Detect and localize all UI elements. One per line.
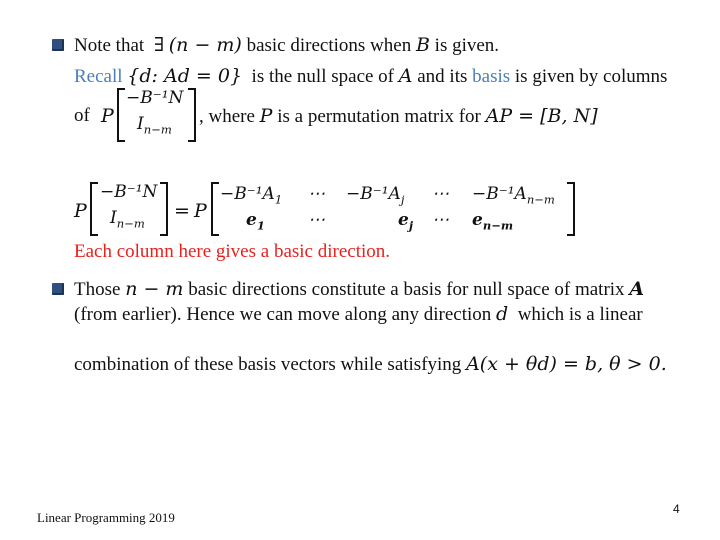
eq-r2-c3 (398, 210, 414, 233)
math-count: (n − m) (168, 34, 242, 56)
subscript: 1 (274, 192, 283, 207)
eq-lhs-top: −B⁻¹N (100, 182, 158, 202)
eq-lhs-bottom (110, 208, 145, 231)
subscript: n−m (116, 216, 145, 231)
eq-r1-dots2: ⋯ (432, 184, 449, 204)
eq-lhs-P: P (74, 200, 87, 222)
eq-r1-c1 (220, 184, 283, 207)
math-A-bold: A (629, 278, 645, 300)
eq-lhs-right-bracket (160, 182, 168, 236)
math-d: d (496, 303, 509, 325)
subscript: n−m (482, 218, 514, 233)
text: which is a linear (517, 304, 643, 325)
eq-r2-dots1: ⋯ (308, 210, 325, 230)
entry: e (398, 210, 409, 230)
bullet-marker-1 (52, 39, 64, 51)
basic-direction-note: Each column here gives a basic direction. (74, 241, 391, 262)
bullet2-line2 (74, 302, 643, 327)
eq-r1-c3 (346, 184, 405, 207)
bullet-marker-2 (52, 283, 64, 295)
text: Those (74, 279, 121, 300)
eq-r1-dots1: ⋯ (308, 184, 325, 204)
text: is given. (434, 35, 500, 56)
text: combination of these basis vectors while satisfying (74, 354, 462, 375)
math-feasibility-eq: A(x + θd) = b, θ > 0. (466, 353, 667, 375)
identity: I (110, 208, 117, 228)
subscript: 1 (256, 218, 265, 233)
bullet1-line1 (74, 33, 499, 58)
page-number: 4 (673, 502, 680, 516)
bullet2-line3 (74, 352, 667, 377)
bullet1-line3-rest (199, 104, 598, 129)
matrix-bottom-entry (137, 114, 172, 137)
bullet1-line3-of (74, 104, 90, 128)
math-AP-eq: AP = [B, N] (485, 105, 598, 127)
entry: e (246, 210, 257, 230)
text: basic directions when (246, 35, 412, 56)
math-A: A (398, 65, 413, 87)
matrix-top-entry: −B⁻¹N (126, 88, 184, 108)
subscript: j (408, 218, 414, 233)
basis-term: basis (472, 66, 511, 87)
text: Note that (74, 35, 145, 56)
equals-sign: = (174, 200, 190, 222)
footer-course-title: Linear Programming 2019 (37, 510, 175, 525)
eq-rhs-P: P (194, 200, 207, 222)
math-P: P (101, 105, 114, 127)
exists-symbol: ∃ (153, 34, 164, 56)
subscript: n−m (143, 122, 172, 137)
entry: −B⁻¹A (346, 184, 401, 204)
entry: −B⁻¹A (220, 184, 275, 204)
identity: I (137, 114, 144, 134)
text: (from earlier). Hence we can move along any direction (74, 304, 492, 325)
text: and its (417, 66, 468, 87)
text: , where (199, 106, 255, 127)
bullet1-line2 (74, 64, 667, 89)
entry: −B⁻¹A (472, 184, 527, 204)
math-P2: P (259, 105, 273, 127)
eq-rhs-left-bracket (211, 182, 219, 236)
eq-r2-c5 (472, 210, 514, 233)
eq-r1-c5 (472, 184, 555, 207)
entry: e (472, 210, 483, 230)
subscript: n−m (526, 192, 555, 207)
math-B: B (415, 34, 430, 56)
recall-label: Recall (74, 66, 123, 87)
eq-rhs-right-bracket (567, 182, 575, 236)
bullet2-line1 (74, 277, 644, 302)
text: of (74, 105, 90, 126)
matrix-right-bracket (188, 88, 196, 142)
text: basic directions constitute a basis for null space of matrix (188, 279, 625, 300)
eq-lhs-left-bracket (90, 182, 98, 236)
subscript: j (400, 192, 405, 207)
text: is a permutation matrix for (277, 106, 481, 127)
matrix-left-bracket (117, 88, 125, 142)
eq-r2-c1 (246, 210, 265, 233)
text: is given by columns (514, 66, 668, 87)
text: is the null space of (251, 66, 395, 87)
math-n-minus-m: n − m (125, 278, 184, 300)
null-space-set: {d: Ad = 0} (127, 65, 243, 87)
eq-r2-dots2: ⋯ (432, 210, 449, 230)
